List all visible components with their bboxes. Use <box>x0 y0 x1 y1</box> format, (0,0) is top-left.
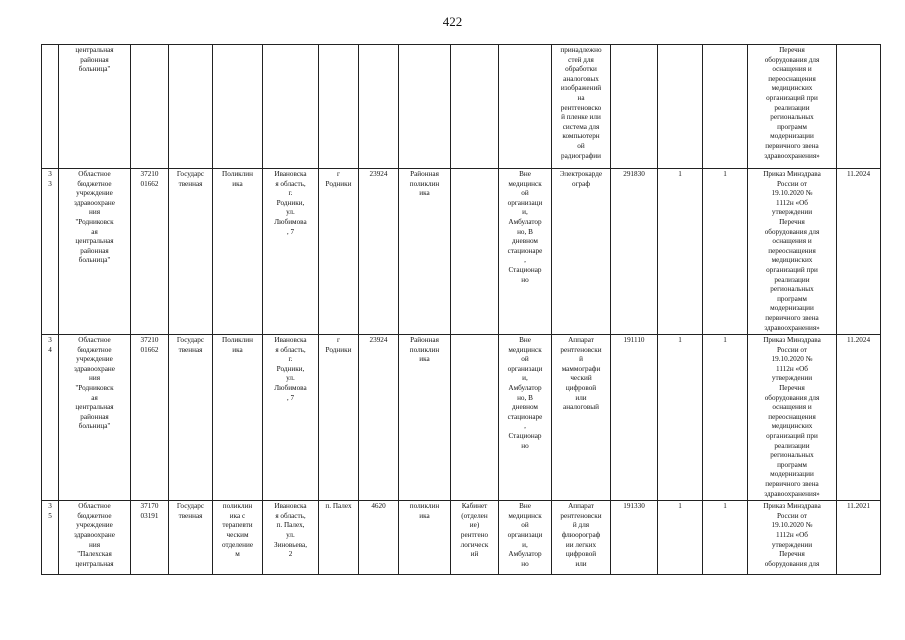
cell-unit: Районная поликлин ика <box>399 169 451 335</box>
cell-qty2: 1 <box>703 335 748 501</box>
cell-inn: 37210 01662 <box>131 169 169 335</box>
cell-num: 3 5 <box>42 501 59 575</box>
cell-basis: Приказ Минздрава России от 19.10.2020 № 1112н «Об утверждении Перечня оборудования для <box>748 501 837 575</box>
cell-cabinet <box>451 45 499 169</box>
cell-unit: Районная поликлин ика <box>399 335 451 501</box>
cell-care: Вне медицинск ой организаци и, Амбулатор но, В дневном стационаре , Стационар но <box>499 169 552 335</box>
cell-qty1: 1 <box>658 501 703 575</box>
cell-locality: г Родники <box>319 335 359 501</box>
cell-inn: 37210 01662 <box>131 335 169 501</box>
cell-form: Государс твенная <box>169 335 213 501</box>
cell-type: поликлин ика с терапевти ческим отделение м <box>213 501 263 575</box>
cell-equipment: принадлежно стей для обработки аналоговых изображений на рентгеновско й пленке или система для компьютерн ой радиографии <box>552 45 611 169</box>
cell-equipment: Аппарат рентгеновски й для флюорограф ии легких цифровой или <box>552 501 611 575</box>
cell-qty2 <box>703 45 748 169</box>
cell-address <box>263 45 319 169</box>
table-row <box>42 501 881 575</box>
cell-care: Вне медицинск ой организаци и, Амбулатор но <box>499 501 552 575</box>
cell-basis: Приказ Минздрава России от 19.10.2020 № 1112н «Об утверждении Перечня оборудования для оснащения и переоснащения медицинских организаций при реализации региональных программ модернизации первичного звена здравоохранения» <box>748 335 837 501</box>
cell-locality <box>319 45 359 169</box>
cell-qty2: 1 <box>703 501 748 575</box>
cell-cabinet <box>451 335 499 501</box>
cell-unit: поликлин ика <box>399 501 451 575</box>
cell-care: Вне медицинск ой организаци и, Амбулатор но, В дневном стационаре , Стационар но <box>499 335 552 501</box>
cell-qty1: 1 <box>658 169 703 335</box>
cell-code <box>611 45 658 169</box>
cell-cabinet: Кабинет (отделен ие) рентгено логическ ий <box>451 501 499 575</box>
cell-name: центральная районная больница" <box>59 45 131 169</box>
cell-equipment: Аппарат рентгеновски й маммографи ческий цифровой или аналоговый <box>552 335 611 501</box>
cell-qty1: 1 <box>658 335 703 501</box>
cell-form: Государс твенная <box>169 501 213 575</box>
cell-inn: 37170 03191 <box>131 501 169 575</box>
cell-qty1 <box>658 45 703 169</box>
table-row <box>42 335 881 501</box>
cell-population: 4620 <box>359 501 399 575</box>
cell-date: 11.2024 <box>837 169 881 335</box>
cell-name: Областное бюджетное учреждение здравоохране ния "Родниковск ая центральная районная больница" <box>59 169 131 335</box>
cell-care <box>499 45 552 169</box>
cell-type: Поликлин ика <box>213 335 263 501</box>
cell-population <box>359 45 399 169</box>
page-number: 422 <box>442 14 463 29</box>
cell-inn <box>131 45 169 169</box>
cell-population: 23924 <box>359 335 399 501</box>
table-row <box>42 45 881 169</box>
cell-unit <box>399 45 451 169</box>
cell-locality: г Родники <box>319 169 359 335</box>
cell-address: Ивановска я область, г. Родники, ул. Любимова , 7 <box>263 335 319 501</box>
cell-code: 291830 <box>611 169 658 335</box>
cell-equipment: Электрокарде ограф <box>552 169 611 335</box>
cell-name: Областное бюджетное учреждение здравоохране ния "Палехская центральная <box>59 501 131 575</box>
cell-code: 191110 <box>611 335 658 501</box>
cell-type: Поликлин ика <box>213 169 263 335</box>
cell-qty2: 1 <box>703 169 748 335</box>
equipment-table <box>41 44 881 575</box>
cell-basis: Перечня оборудования для оснащения и переоснащения медицинских организаций при реализации региональных программ модернизации первичного звена здравоохранения» <box>748 45 837 169</box>
cell-locality: п. Палех <box>319 501 359 575</box>
cell-num <box>42 45 59 169</box>
cell-form: Государс твенная <box>169 169 213 335</box>
cell-population: 23924 <box>359 169 399 335</box>
cell-type <box>213 45 263 169</box>
cell-form <box>169 45 213 169</box>
cell-date <box>837 45 881 169</box>
cell-basis: Приказ Минздрава России от 19.10.2020 № 1112н «Об утверждении Перечня оборудования для оснащения и переоснащения медицинских организаций при реализации региональных программ модернизации первичного звена здравоохранения» <box>748 169 837 335</box>
cell-address: Ивановска я область, п. Палех, ул. Зиновьева, 2 <box>263 501 319 575</box>
cell-cabinet <box>451 169 499 335</box>
cell-date: 11.2024 <box>837 335 881 501</box>
cell-address: Ивановска я область, г. Родники, ул. Любимова , 7 <box>263 169 319 335</box>
cell-date: 11.2021 <box>837 501 881 575</box>
cell-num: 3 4 <box>42 335 59 501</box>
cell-name: Областное бюджетное учреждение здравоохране ния "Родниковск ая центральная районная больница" <box>59 335 131 501</box>
table-row <box>42 169 881 335</box>
cell-num: 3 3 <box>42 169 59 335</box>
cell-code: 191330 <box>611 501 658 575</box>
